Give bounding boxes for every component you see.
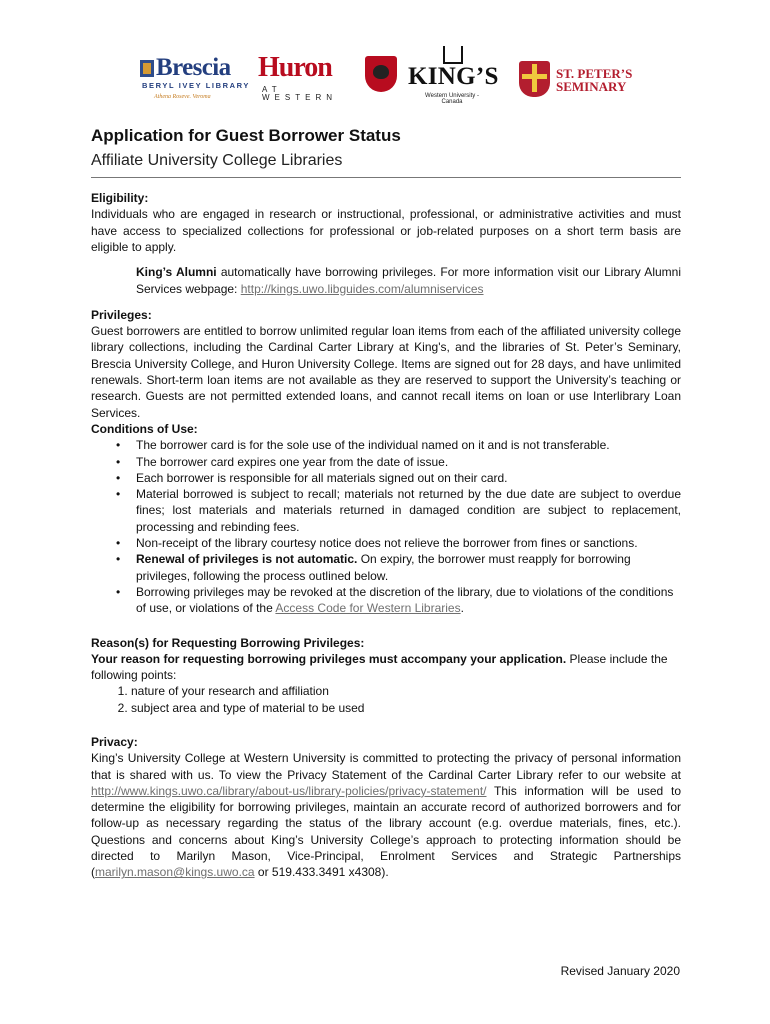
title-divider xyxy=(91,177,681,178)
st-peters-name-line1: ST. PETER’S xyxy=(556,66,633,81)
privacy-section xyxy=(91,734,681,881)
brescia-subtitle: BERYL IVEY LIBRARY xyxy=(142,81,250,90)
reasons-bold-text: Your reason for requesting borrowing privileges must accompany your application. xyxy=(91,651,567,666)
eligibility-section xyxy=(91,190,681,297)
huron-subtitle: AT WESTERN xyxy=(262,85,337,102)
privacy-text-1: King’s University College at Western University is committed to protecting the privacy of personal information that is shared with us. To view the Privacy Statement of the Cardinal Carter Library refer to our website at xyxy=(91,751,681,782)
logo-strip xyxy=(136,46,648,104)
privacy-text-3: or 519.433.3491 x4308). xyxy=(254,865,389,880)
condition-item-renewal xyxy=(136,551,681,584)
condition-item: • Each borrower is responsible for all materials signed out on their card. xyxy=(136,470,681,486)
reasons-plain-text: Please include the following points: xyxy=(91,651,668,683)
condition-item: • Material borrowed is subject to recall; materials not returned by the due date are subject to overdue fines; lost materials and materials returned in damaged condition are subject to replacement, processing and rebinding fees. xyxy=(136,486,681,535)
document-body xyxy=(91,125,681,881)
alumni-services-link[interactable]: http://kings.uwo.libguides.com/alumniservices xyxy=(240,281,484,296)
page-subtitle: Affiliate University College Libraries xyxy=(91,152,343,170)
privileges-heading: Privileges: xyxy=(91,307,152,322)
reasons-list xyxy=(91,683,681,716)
reason-point: 1. nature of your research and affiliation xyxy=(131,683,681,699)
privacy-heading: Privacy: xyxy=(91,735,138,749)
condition-item: • The borrower card expires one year from the date of issue. xyxy=(136,454,681,470)
reasons-section xyxy=(91,635,681,716)
privileges-text: Guest borrowers are entitled to borrow unlimited regular loan items from each of the affiliated university college library collections, including the Cardinal Carter Library at King's, and the libraries of St. Peter’s Seminary, Brescia University College, and Huron University College. Items are signed out for 28 days, and have unlimited renewals. Short-term loan items are not available as they are reserved to support the University’s teaching or research. Guests are not permitted extended loans, and cannot recall items on loan or use Interlibrary Loan Services. xyxy=(91,324,681,420)
privacy-text-2: This information will be used to determine the eligibility for borrowing privileges, maintain an accurate record of authorized borrowers and for follow-up as necessary regarding the status of the library account (e.g. overdue materials, fines, etc.). Questions and concerns about King’s University College’s approach to protecting information should be directed to Marilyn Mason, Vice-Principal, Enrolment Services and Strategic Partnerships ( xyxy=(91,783,681,880)
st-peters-crest-icon xyxy=(519,61,550,97)
privileges-section xyxy=(91,307,681,421)
privacy-text xyxy=(91,750,681,880)
kings-name: KING’S xyxy=(408,63,499,90)
huron-name: Huron xyxy=(258,52,332,83)
crown-icon xyxy=(443,46,463,64)
reasons-text xyxy=(91,651,681,684)
renewal-text: On expiry, the borrower must reapply for borrowing privileges, following the process outlined below. xyxy=(136,552,631,583)
condition-item: • Non-receipt of the library courtesy notice does not relieve the borrower from fines or sanctions. xyxy=(136,535,681,551)
brescia-mark-icon xyxy=(140,60,154,77)
brescia-name: Brescia xyxy=(156,54,231,81)
revision-date: Revised January 2020 xyxy=(560,964,680,978)
conditions-heading: Conditions of Use: xyxy=(91,421,198,436)
eligibility-heading: Eligibility: xyxy=(91,191,149,206)
conditions-section xyxy=(91,421,681,617)
alumni-text: automatically have borrowing privileges. For more information visit our Library Alumni Services webpage: xyxy=(136,265,681,296)
reasons-heading: Reason(s) for Requesting Borrowing Privileges: xyxy=(91,635,365,650)
st-peters-name-line2: SEMINARY xyxy=(556,79,627,94)
page-title: Application for Guest Borrower Status xyxy=(91,126,401,145)
conditions-list xyxy=(91,437,681,616)
access-code-link[interactable]: Access Code for Western Libraries xyxy=(275,601,461,616)
huron-shield-icon xyxy=(365,56,397,92)
alumni-note xyxy=(136,264,681,297)
revoked-text: Borrowing privileges may be revoked at the discretion of the library, due to violations of the conditions of use, or violations of the xyxy=(136,584,674,616)
alumni-label: King’s Alumni xyxy=(136,265,217,280)
privacy-statement-link[interactable]: http://www.kings.uwo.ca/library/about-us/library-policies/privacy-statement/ xyxy=(91,783,487,798)
eligibility-text: Individuals who are engaged in research or instructional, professional, or administrative activities and must have access to specialized collections for professional or job-related purposes on a short term basis are eligible to apply. xyxy=(91,207,681,254)
privacy-email-link[interactable]: marilyn.mason@kings.uwo.ca xyxy=(95,865,255,880)
condition-item-revoked xyxy=(136,584,681,617)
renewal-bold-text: Renewal of privileges is not automatic. xyxy=(136,552,358,567)
reason-point: 2. subject area and type of material to be used xyxy=(131,700,681,716)
brescia-tagline: Athena Roseve. Veroma xyxy=(154,94,211,100)
condition-item: • The borrower card is for the sole use of the individual named on it and is not transferable. xyxy=(136,437,681,453)
kings-subtitle: Western University - Canada xyxy=(425,93,479,105)
revoked-end: . xyxy=(460,601,464,616)
